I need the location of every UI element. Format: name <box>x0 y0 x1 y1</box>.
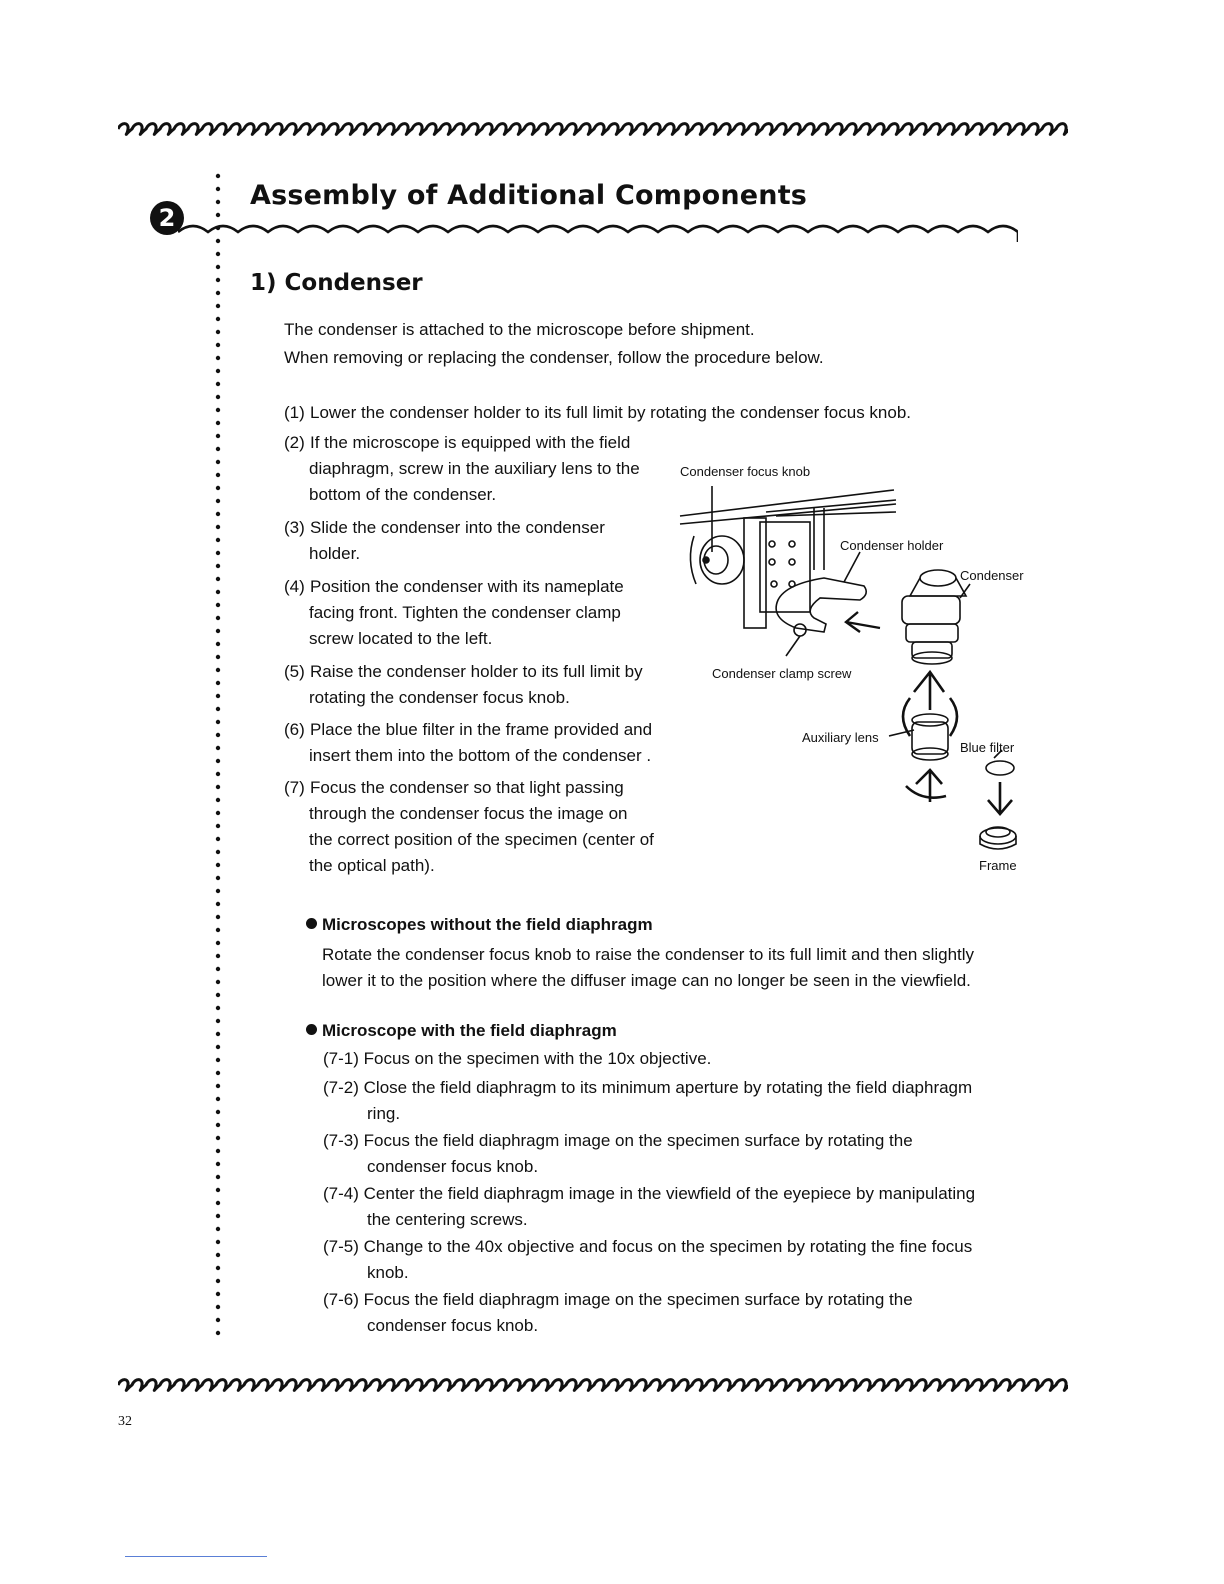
substep-text: the centering screws. <box>367 1210 528 1229</box>
chapter-title: Assembly of Additional Components <box>250 180 808 211</box>
subheading-text: Microscopes without the field diaphragm <box>322 915 653 934</box>
substep-text: Change to the 40x objective and focus on the specimen by rotating the fine focus <box>363 1237 973 1256</box>
step-text: the optical path). <box>309 856 435 875</box>
figure-label-blue-filter: Blue filter <box>960 740 1015 755</box>
dotted-margin-line <box>214 172 222 1342</box>
substep-label: (7-6) <box>323 1290 359 1309</box>
figure-label-condenser-holder: Condenser holder <box>840 538 944 553</box>
figure-label-auxiliary-lens: Auxiliary lens <box>802 730 879 745</box>
figure-label-condenser: Condenser <box>960 568 1024 583</box>
step-text: facing front. Tighten the condenser clamp <box>309 603 621 622</box>
step-text: insert them into the bottom of the condenser . <box>309 746 652 765</box>
step-text: Slide the condenser into the condenser <box>310 518 605 537</box>
substep-7-5 <box>323 1234 972 1286</box>
substep-text: knob. <box>367 1263 409 1282</box>
step-label: (5) <box>284 662 305 681</box>
condenser-assembly-figure <box>674 460 1044 880</box>
bullet-icon <box>306 1024 317 1035</box>
substep-text: ring. <box>367 1104 401 1123</box>
step-label: (2) <box>284 433 305 452</box>
title-wavy-underline <box>178 218 1018 244</box>
step-label: (7) <box>284 778 305 797</box>
step-1 <box>284 400 911 426</box>
page-number: 32 <box>118 1414 132 1429</box>
bottom-wavy-border <box>118 1376 1068 1394</box>
substep-7-2 <box>323 1075 972 1127</box>
intro-line-1: The condenser is attached to the microscope before shipment. <box>284 320 755 339</box>
substep-7-3 <box>323 1128 913 1180</box>
step-label: (3) <box>284 518 305 537</box>
step-text: the correct position of the specimen (center of <box>309 830 654 849</box>
substep-label: (7-4) <box>323 1184 359 1203</box>
substep-text: condenser focus knob. <box>367 1157 539 1176</box>
section-title: 1) Condenser <box>250 270 423 296</box>
substep-7-1 <box>323 1046 711 1072</box>
substep-label: (7-5) <box>323 1237 359 1256</box>
chapter-number-badge: 2 <box>150 201 184 235</box>
step-text: rotating the condenser focus knob. <box>309 688 570 707</box>
step-6 <box>284 717 652 769</box>
substep-text: Focus on the specimen with the 10x objective. <box>363 1049 712 1068</box>
figure-label-frame: Frame <box>979 858 1017 873</box>
subheading-without-diaphragm <box>306 915 653 935</box>
substep-label: (7-2) <box>323 1078 359 1097</box>
bullet-icon <box>306 918 317 929</box>
step-7 <box>284 775 654 879</box>
step-label: (4) <box>284 577 305 596</box>
substep-text: Focus the field diaphragm image on the specimen surface by rotating the <box>363 1290 913 1309</box>
step-4 <box>284 574 624 652</box>
step-text: through the condenser focus the image on <box>309 804 628 823</box>
figure-label-focus-knob: Condenser focus knob <box>680 464 811 479</box>
substep-text: Center the field diaphragm image in the viewfield of the eyepiece by manipulating <box>363 1184 976 1203</box>
step-text: diaphragm, screw in the auxiliary lens to the <box>309 459 640 478</box>
step-text: Place the blue filter in the frame provided and <box>310 720 653 739</box>
step-label: (1) <box>284 403 305 422</box>
substep-text: Close the field diaphragm to its minimum aperture by rotating the field diaphragm <box>363 1078 973 1097</box>
figure-label-clamp-screw: Condenser clamp screw <box>712 666 852 681</box>
step-text: Lower the condenser holder to its full limit by rotating the condenser focus knob. <box>310 403 912 422</box>
step-text: Raise the condenser holder to its full limit by <box>310 662 643 681</box>
step-label: (6) <box>284 720 305 739</box>
subheading-with-diaphragm <box>306 1021 617 1041</box>
step-text: Focus the condenser so that light passing <box>310 778 624 797</box>
step-text: holder. <box>309 544 361 563</box>
step-2 <box>284 430 640 508</box>
scan-edge-line <box>125 1556 267 1557</box>
substep-text: Focus the field diaphragm image on the specimen surface by rotating the <box>363 1131 913 1150</box>
without-diaphragm-text <box>322 942 1042 994</box>
step-3 <box>284 515 605 567</box>
substep-text: condenser focus knob. <box>367 1316 539 1335</box>
step-text: If the microscope is equipped with the field <box>310 433 631 452</box>
substep-label: (7-1) <box>323 1049 359 1068</box>
substep-7-6 <box>323 1287 913 1339</box>
paragraph-line: Rotate the condenser focus knob to raise the condenser to its full limit and then slightly <box>322 945 975 964</box>
substep-7-4 <box>323 1181 975 1233</box>
substep-label: (7-3) <box>323 1131 359 1150</box>
top-wavy-border <box>118 120 1068 138</box>
step-5 <box>284 659 643 711</box>
step-text: Position the condenser with its nameplate <box>310 577 624 596</box>
intro-line-2: When removing or replacing the condenser, follow the procedure below. <box>284 348 824 367</box>
step-text: bottom of the condenser. <box>309 485 497 504</box>
step-text: screw located to the left. <box>309 629 493 648</box>
subheading-text: Microscope with the field diaphragm <box>322 1021 617 1040</box>
paragraph-line: lower it to the position where the diffuser image can no longer be seen in the viewfield. <box>322 971 971 990</box>
